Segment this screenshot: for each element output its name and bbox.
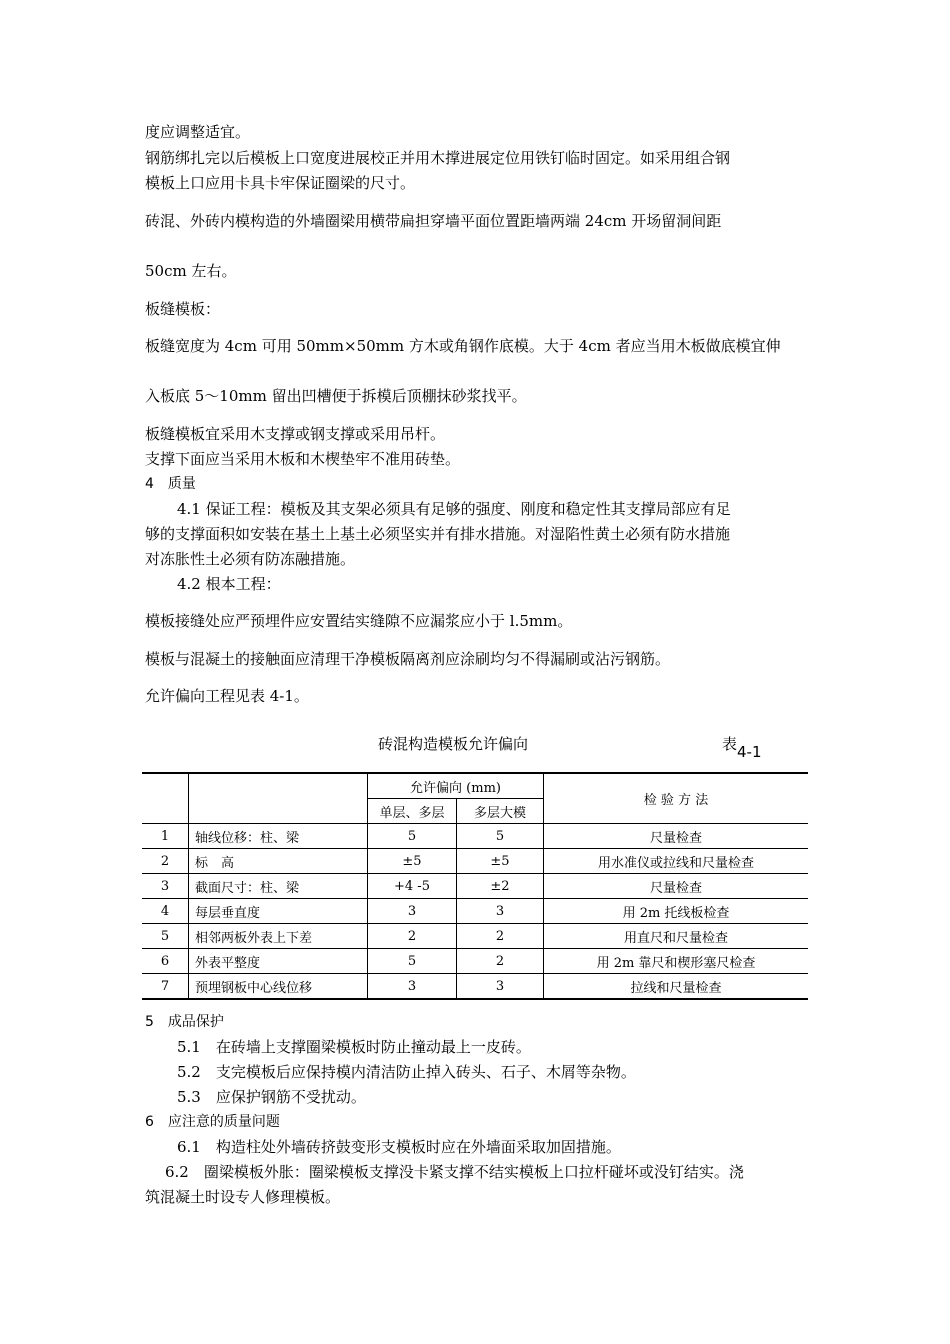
text-line: 6.2 圈梁模板外胀：圈梁模板支撑没卡紧支撑不结实模板上口拉杆碰坏或没钉结实。浇 [165,1163,744,1181]
text-line: 对冻胀性土必须有防冻融措施。 [145,550,356,568]
text-line: 6.1 构造柱处外墙砖挤鼓变形支模板时应在外墙面采取加固措施。 [177,1138,621,1156]
header-cell [189,773,368,824]
text-line: 4.1 保证工程：模板及其支架必须具有足够的强度、刚度和稳定性其支撑局部应有足 [177,500,731,518]
table-row: 4 每层垂直度 3 3 用 2m 托线板检查 [142,899,808,924]
table-row: 6 外表平整度 5 2 用 2m 靠尺和楔形塞尺检查 [142,949,808,974]
header-cell [142,773,189,824]
text-line: 5.1 在砖墙上支撑圈梁模板时防止撞动最上一皮砖。 [177,1038,531,1056]
text-line: 板缝模板： [145,300,221,318]
table-row: 2 标 高 ±5 ±5 用水准仪或拉线和尺量检查 [142,849,808,874]
text-line: 模板接缝处应严预埋件应安置结实缝隙不应漏浆应小于 l.5mm。 [145,612,573,630]
table-row: 1 轴线位移：柱、梁 5 5 尺量检查 [142,824,808,849]
table-row: 5 相邻两板外表上下差 2 2 用直尺和尺量检查 [142,924,808,949]
text-line: 钢筋绑扎完以后模板上口宽度进展校正并用木撑进展定位用铁钉临时固定。如采用组合钢 [145,149,731,167]
text-line: 50cm 左右。 [145,262,237,280]
table-row: 7 预埋钢板中心线位移 3 3 拉线和尺量检查 [142,974,808,1000]
text-line: 板缝模板宜采用木支撑或钢支撑或采用吊杆。 [145,425,446,443]
text-line: 板缝宽度为 4cm 可用 50mm×50mm 方木或角钢作底模。大于 4cm 者应当用木板做底模宜伸 [145,337,781,355]
text-line: 模板与混凝土的接触面应清理干净模板隔离剂应涂刷均匀不得漏刷或沾污钢筋。 [145,650,671,668]
table-title: 砖混构造模板允许偏向 [378,735,529,753]
section-heading: 6 应注意的质量问题 [145,1114,280,1130]
section-heading: 5 成品保护 [145,1014,224,1030]
text-line: 支撑下面应当采用木板和木楔垫牢不准用砖垫。 [145,450,461,468]
table-number: 表4-1 [722,735,762,761]
text-line: 够的支撑面积如安装在基土上基土必须坚实并有排水措施。对湿陷性黄土必须有防水措施 [145,525,731,543]
text-line: 入板底 5～10mm 留出凹槽便于拆模后顶棚抹砂浆找平。 [145,387,527,405]
text-line: 5.3 应保护钢筋不受扰动。 [177,1088,366,1106]
text-line: 砖混、外砖内模构造的外墙圈梁用横带扁担穿墙平面位置距墙两端 24cm 开场留洞间距 [145,212,722,230]
text-line: 模板上口应用卡具卡牢保证圈梁的尺寸。 [145,174,416,192]
header-single: 单层、多层 [368,799,457,824]
header-group: 允许偏向 (mm) [368,773,544,799]
text-line: 4.2 根本工程： [177,575,281,593]
section-heading: 4 质量 [145,476,196,492]
table-row: 3 截面尺寸：柱、梁 +4 -5 ±2 尺量检查 [142,874,808,899]
header-multi: 多层大模 [457,799,544,824]
header-method: 检 验 方 法 [544,773,809,824]
tolerance-table [142,772,808,1000]
text-line: 筑混凝土时设专人修理模板。 [145,1188,341,1206]
text-line: 度应调整适宜。 [145,123,251,141]
text-line: 5.2 支完模板后应保持模内清洁防止掉入砖头、石子、木屑等杂物。 [177,1063,636,1081]
text-line: 允许偏向工程见表 4-1。 [145,687,309,705]
